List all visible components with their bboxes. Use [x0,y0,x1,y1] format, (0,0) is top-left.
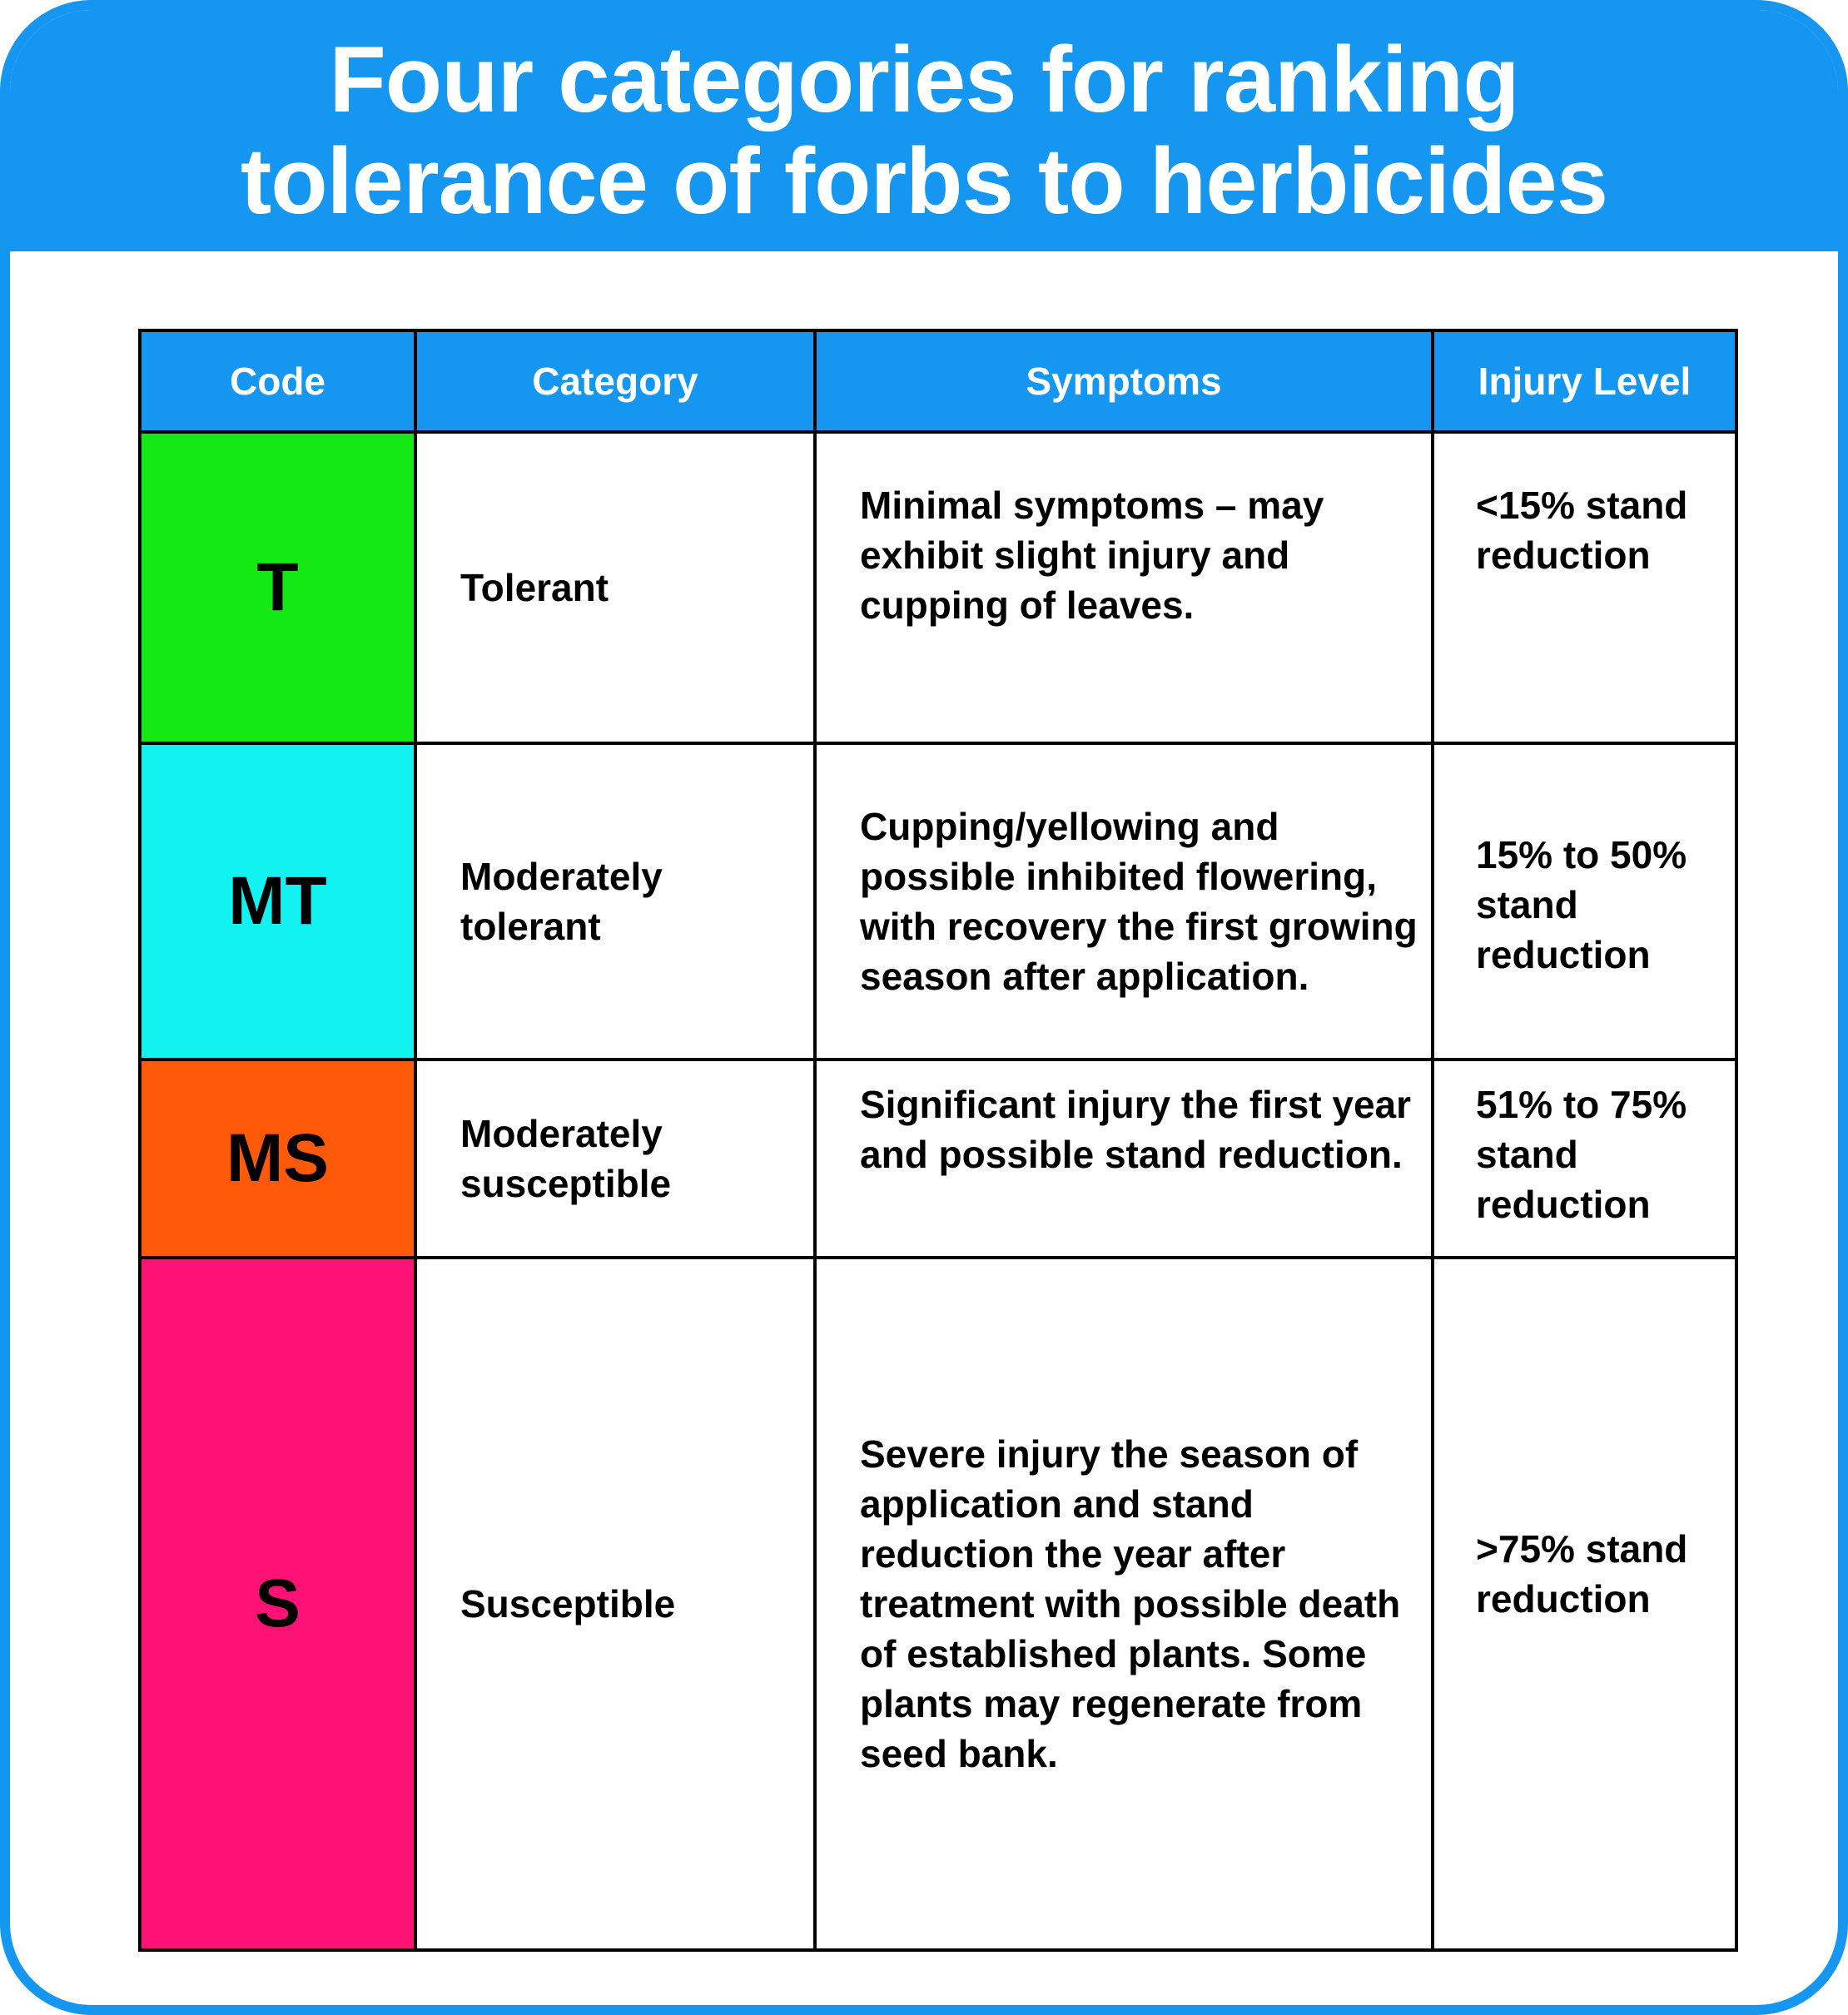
category-cell: Tolerant [415,432,815,743]
symptoms-cell: Significant injury the first year and possible stand reduction. [815,1060,1433,1258]
header-injury-level: Injury Level [1433,330,1736,432]
header-code: Code [140,330,415,432]
table-row [140,1258,1736,1950]
symptoms-cell: Cupping/yellowing and possible inhibited flowering, with recovery the first growing season after application. [815,743,1433,1060]
code-cell-moderately-susceptible: MS [140,1060,415,1258]
title-line-2: tolerance of forbs to herbicides [240,129,1608,233]
category-cell: Susceptible [415,1258,815,1950]
category-cell: Moderately susceptible [415,1060,815,1258]
table-row [140,743,1736,1060]
header-category: Category [415,330,815,432]
table-row [140,432,1736,743]
injury-level-cell: 51% to 75% stand reduction [1433,1060,1736,1258]
title-line-1: Four categories for ranking [329,27,1519,132]
header-symptoms: Symptoms [815,330,1433,432]
category-cell: Moderately tolerant [415,743,815,1060]
symptoms-cell: Minimal symptoms – may exhibit slight injury and cupping of leaves. [815,432,1433,743]
code-cell-susceptible: S [140,1258,415,1950]
code-cell-tolerant: T [140,432,415,743]
tolerance-table [138,329,1738,1952]
injury-level-cell: <15% stand reduction [1433,432,1736,743]
code-cell-moderately-tolerant: MT [140,743,415,1060]
injury-level-cell: 15% to 50% stand reduction [1433,743,1736,1060]
title-banner [10,10,1838,251]
symptoms-cell: Severe injury the season of application and stand reduction the year after treatment with possible death of established plants. Some plants may regenerate from seed bank. [815,1258,1433,1950]
injury-level-cell: >75% stand reduction [1433,1258,1736,1950]
table-row [140,1060,1736,1258]
header-row [140,330,1736,432]
